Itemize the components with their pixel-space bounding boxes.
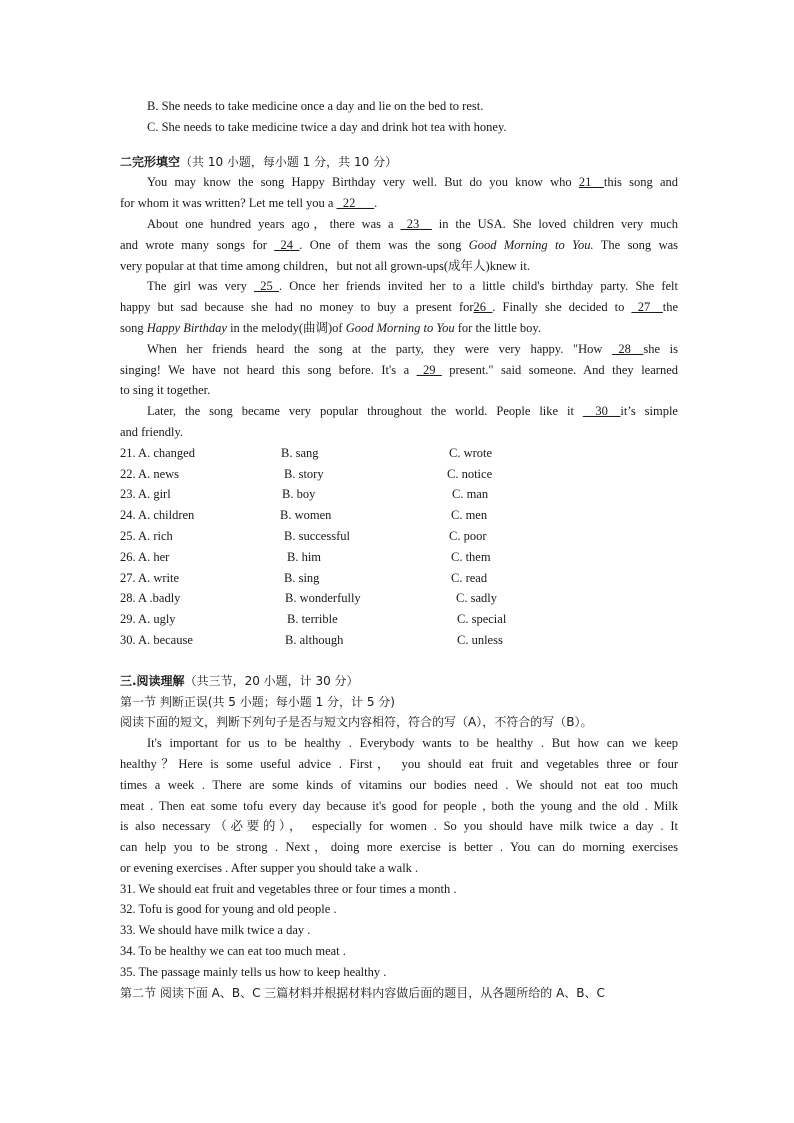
blank-25: _25_: [254, 279, 279, 294]
blank-28: _28__: [612, 341, 644, 356]
statement-item: 34. To be healthy we can eat too much meat .: [120, 944, 346, 959]
reading-passage: [120, 733, 678, 879]
question-row: 22. A. news B. story C. notice: [120, 466, 493, 481]
option-b-line: B. She needs to take medicine once a day and lie on the bed to rest.: [147, 99, 484, 113]
document-page: [120, 96, 678, 1003]
blank-22: _22___: [336, 196, 375, 211]
part1-title: 第一节 判断正误(共 5 小题；每小题 1 分，计 5 分): [120, 694, 395, 709]
statement-item: 31. We should eat fruit and vegetables three or four times a month .: [120, 881, 457, 896]
question-row: 25. A. rich B. successful C. poor: [120, 528, 487, 543]
section2-title: 二完形填空: [120, 154, 181, 169]
passage-line: meat . Then eat some tofu every day because it's good for people , both the young and the old . Milk: [120, 798, 678, 813]
passage-line: or evening exercises . After supper you should take a walk .: [120, 860, 419, 875]
section3-subtitle: （共三节，20 小题，计 30 分）: [184, 673, 359, 688]
cloze-p1-line2: for whom it was written? Let me tell you a _22___.: [120, 196, 378, 211]
blank-27: _27__: [631, 300, 663, 315]
cloze-p5-line2: and friendly.: [120, 424, 184, 439]
passage-line: is also necessary（必要的）， especially for women . So you should have milk twice a day . It: [120, 819, 678, 834]
cloze-questions: [120, 443, 678, 651]
section3-title: 三.阅读理解: [120, 673, 185, 688]
cloze-p3-line1: The girl was very _25_. Once her friends invited her to a little child's birthday party. She felt: [147, 279, 678, 294]
statement-item: 33. We should have milk twice a day .: [120, 923, 311, 938]
passage-line: can help you to be strong . Next，doing more exercise is better . You can do morning exercises: [120, 840, 678, 855]
question-row: 28. A .badly B. wonderfully C. sadly: [120, 591, 497, 606]
statements: [120, 879, 678, 983]
question-row: 24. A. children B. women C. men: [120, 508, 488, 523]
question-row: 27. A. write B. sing C. read: [120, 570, 488, 585]
option-c-line: C. She needs to take medicine twice a day and drink hot tea with honey.: [147, 119, 507, 134]
blank-23: _23__: [400, 216, 432, 231]
question-row: 26. A. her B. him C. them: [120, 549, 491, 564]
passage-line: times a week . There are some kinds of vitamins our bodies need . We should not eat too much: [120, 777, 678, 792]
blank-21: 21__: [578, 175, 604, 190]
cloze-p2-line1: About one hundred years ago，there was a _23__ in the USA. She loved children very much: [147, 216, 678, 231]
question-row: 21. A. changed B. sang C. wrote: [120, 445, 493, 460]
blank-24: _24_: [274, 237, 300, 252]
cloze-p4-line3: to sing it together.: [120, 383, 211, 398]
section2-subtitle: （共 10 小题，每小题 1 分，共 10 分）: [180, 154, 398, 169]
cloze-p4-line1: When her friends heard the song at the party, they were very happy. "How _28__she is: [147, 341, 678, 356]
cloze-p5-line1: Later, the song became very popular throughout the world. People like it __30__it’s simple: [147, 404, 678, 419]
blank-30: __30__: [582, 404, 621, 419]
cloze-p4-line2: singing! We have not heard this song before. It's a _29_ present." said someone. And they learned: [120, 362, 678, 377]
cloze-p2-line3: very popular at that time among children，but not all grown-ups(成年人)knew it.: [120, 258, 530, 273]
cloze-p3-line3: song Happy Birthday in the melody(曲调)of Good Morning to You for the little boy.: [120, 320, 541, 335]
question-row: 29. A. ugly B. terrible C. special: [120, 612, 507, 627]
passage-line: healthy？Here is some useful advice . First， you should eat fruit and vegetables three or four: [120, 756, 678, 771]
cloze-p1-line1: You may know the song Happy Birthday very well. But do you know who 21__this song and: [147, 175, 678, 190]
section2-heading: [120, 152, 678, 173]
part1-instructions: 阅读下面的短文，判断下列句子是否与短文内容相符，符合的写（A），不符合的写（B）。: [120, 715, 593, 730]
cloze-p3-line2: happy but sad because she had no money to buy a present for26_. Finally she decided to _27__the: [120, 300, 678, 315]
question-row: 30. A. because B. although C. unless: [120, 632, 503, 647]
part2-instructions: 第二节 阅读下面 A、B、C 三篇材料并根据材料内容做后面的题目，从各题所给的 A、B、C: [120, 985, 605, 1000]
passage-line: It's important for us to be healthy . Everybody wants to be healthy . But how can we keep: [147, 736, 678, 751]
section3-heading: [120, 671, 678, 692]
statement-item: 35. The passage mainly tells us how to keep healthy .: [120, 964, 387, 979]
blank-29: _29_: [416, 362, 442, 377]
cloze-p2-line2: and wrote many songs for _24_. One of them was the song Good Morning to You. The song was: [120, 237, 679, 252]
blank-26: 26_: [473, 300, 493, 315]
question-row: 23. A. girl B. boy C. man: [120, 487, 489, 502]
statement-item: 32. Tofu is good for young and old people .: [120, 902, 337, 917]
